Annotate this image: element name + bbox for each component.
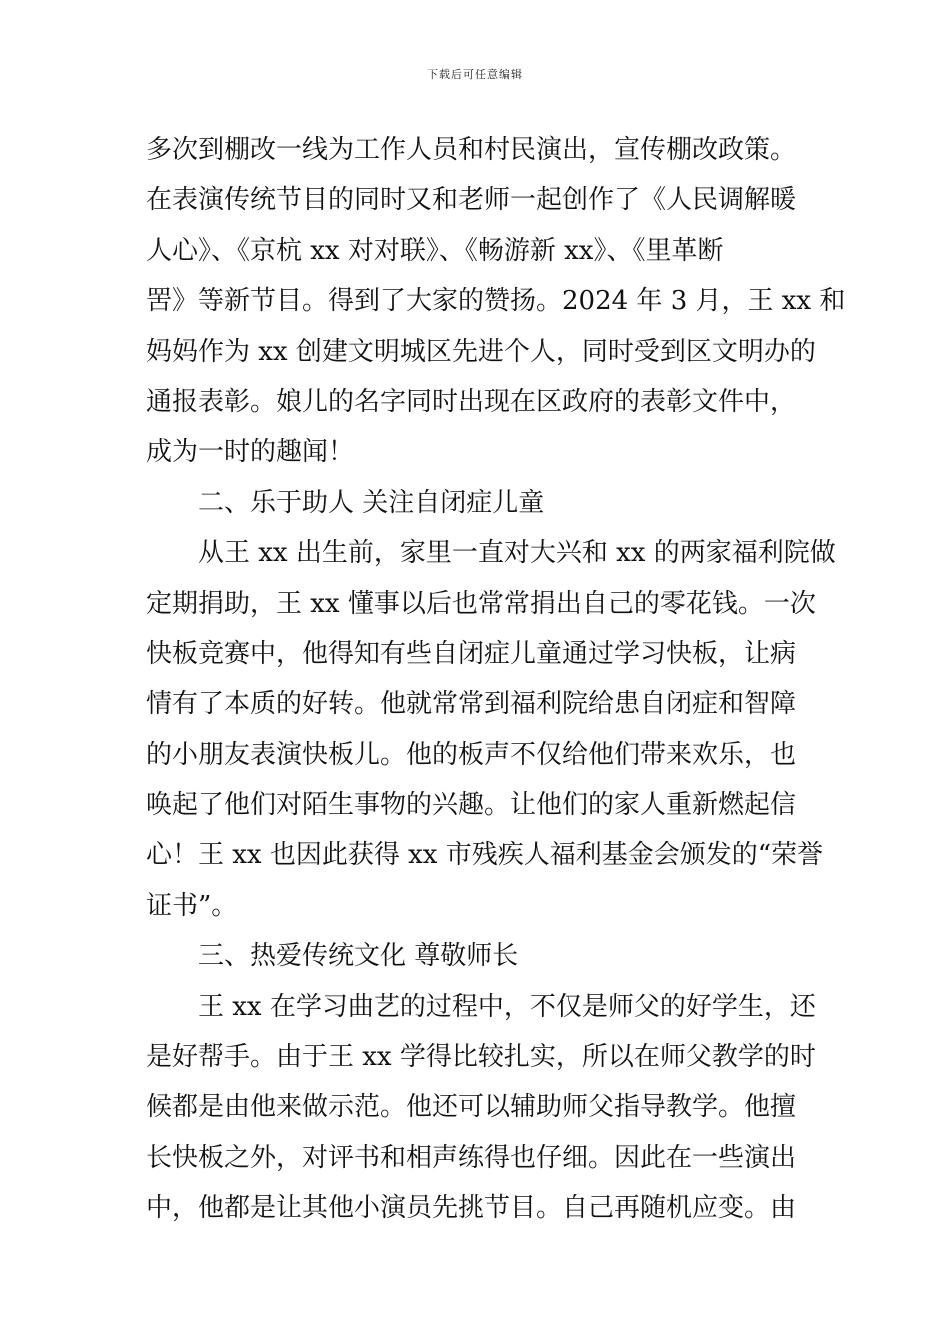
text-line: 长快板之外，对评书和相声练得也仔细。因此在一些演出 [146,1142,797,1173]
text-line: 妈妈作为 xx 创建文明城区先进个人，同时受到区文明办的 [146,336,816,367]
document-body [146,125,846,1234]
section-heading: 三、热爱传统文化 尊敬师长 [198,941,519,972]
page-header-note: 下载后可任意编辑 [427,68,523,81]
text-line: 情有了本质的好转。他就常常到福利院给患自闭症和智障 [146,689,797,720]
section-heading: 二、乐于助人 关注自闭症儿童 [198,487,545,518]
text-line: 的小朋友表演快板儿。他的板声不仅给他们带来欢乐，也 [146,739,797,770]
text-line: 证书”。 [146,890,238,921]
paragraph-first-line: 王 xx 在学习曲艺的过程中，不仅是师父的好学生，还 [198,991,816,1022]
text-line: 罟》等新节目。得到了大家的赞扬。2024 年 3 月，王 xx 和 [146,286,846,317]
text-line: 成为一时的趣闻！ [146,437,355,468]
text-line: 唤起了他们对陌生事物的兴趣。让他们的家人重新燃起信 [146,790,797,821]
text-line: 多次到棚改一线为工作人员和村民演出，宣传棚改政策。 [146,135,797,165]
text-line: 快板竞赛中，他得知有些自闭症儿童通过学习快板，让病 [146,638,797,669]
text-line: 定期捐助，王 xx 懂事以后也常常捐出自己的零花钱。一次 [146,588,816,619]
text-line: 人心》、《京杭 xx 对对联》、《畅游新 xx》、《里革断 [146,235,724,266]
text-line: 通报表彰。娘儿的名字同时出现在区政府的表彰文件中， [146,386,797,417]
text-line: 心！王 xx 也因此获得 xx 市残疾人福利基金会颁发的“荣誉 [146,840,824,871]
text-line: 是好帮手。由于王 xx 学得比较扎实，所以在师父教学的时 [146,1042,816,1073]
paragraph-first-line: 从王 xx 出生前，家里一直对大兴和 xx 的两家福利院做 [198,538,836,569]
text-line: 在表演传统节目的同时又和老师一起创作了《人民调解暖 [146,185,797,216]
text-line: 候都是由他来做示范。他还可以辅助师父指导教学。他擅 [146,1092,797,1123]
text-line: 中，他都是让其他小演员先挑节目。自己再随机应变。由 [146,1193,797,1224]
